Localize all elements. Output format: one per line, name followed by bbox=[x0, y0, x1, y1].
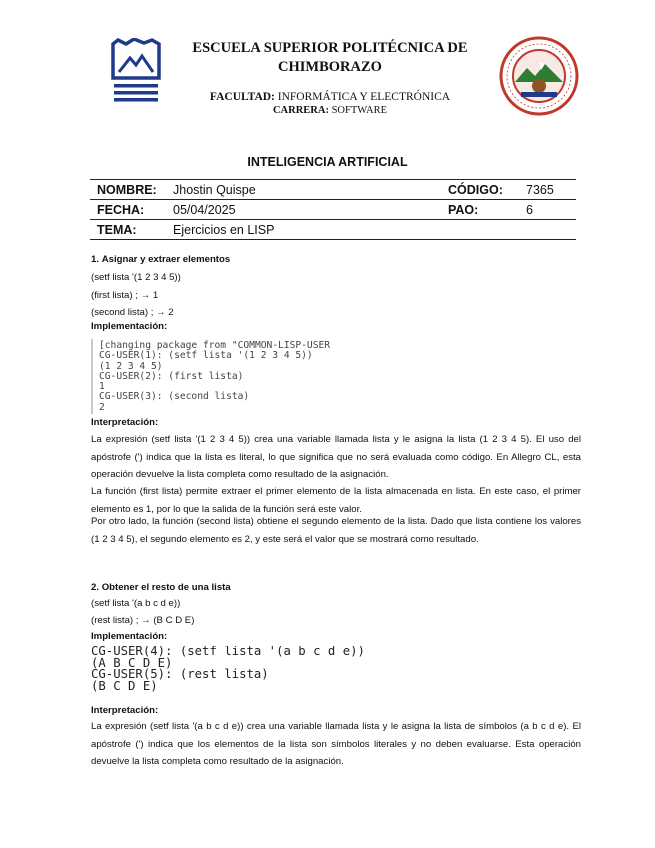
institution-name-line1: ESCUELA SUPERIOR POLITÉCNICA DE bbox=[192, 40, 468, 56]
code-value: 7365 bbox=[519, 180, 576, 200]
empty-cell bbox=[441, 220, 519, 240]
code-screenshot-1 bbox=[91, 339, 345, 414]
code-label: CÓDIGO: bbox=[441, 180, 519, 200]
faculty-line bbox=[180, 91, 480, 103]
section1-paragraph-1: La expresión (setf lista '(1 2 3 4 5)) crea una variable llamada lista y le asigna la lista (1 2 3 4 5). El uso del apóstrofe (') indica que la lista es literal, lo que significa que no será evaluada como código. En Allegro CL, esta operación devuelve la lista completa como resultado de la asignación. bbox=[91, 434, 581, 481]
document-title: INTELIGENCIA ARTIFICIAL bbox=[247, 155, 408, 169]
institution-name-line2: CHIMBORAZO bbox=[278, 59, 382, 75]
pao-label: PAO: bbox=[441, 200, 519, 220]
section1-number: 1. bbox=[91, 254, 100, 265]
code-block-1: [changing package from "COMMON-LISP-USER CG-USER(1): (setf lista '(1 2 3 4 5)) (1 2 3 4 5) CG-USER(2): (first lista) 1 CG-USER(3): (second lista) 2 bbox=[99, 340, 331, 413]
name-label: NOMBRE: bbox=[90, 180, 166, 200]
section1-paragraph-2: La función (first lista) permite extraer el primer elemento de la lista almacenada en lista. En este caso, el primer elemento es 1, por lo que la salida de la función será este valor. bbox=[91, 486, 581, 515]
section1-impl-label: Implementación: bbox=[91, 321, 168, 332]
section2-line-2: (rest lista) ; → (B C D E) bbox=[91, 615, 195, 626]
career-label: CARRERA: bbox=[272, 105, 329, 116]
faculty-label: FACULTAD: bbox=[209, 91, 275, 103]
section2-interp-label: Interpretación: bbox=[91, 705, 159, 716]
faculty-value: INFORMÁTICA Y ELECTRÓNICA bbox=[277, 91, 451, 103]
espoch-logo-icon bbox=[110, 38, 162, 106]
career-line bbox=[180, 105, 480, 116]
code-block-2: CG-USER(4): (setf lista '(a b c d e)) (A B C D E) CG-USER(5): (rest lista) (B C D E) bbox=[91, 646, 365, 693]
section2-line-1: (setf lista '(a b c d e)) bbox=[91, 598, 181, 609]
topic-label: TEMA: bbox=[90, 220, 166, 240]
section1-line-2: (first lista) ; → 1 bbox=[91, 290, 159, 301]
section2-impl-label: Implementación: bbox=[91, 631, 168, 642]
date-value: 05/04/2025 bbox=[166, 200, 441, 220]
section2-title: Obtener el resto de una lista bbox=[101, 582, 231, 593]
section1-interp-label: Interpretación: bbox=[91, 417, 159, 428]
topic-value: Ejercicios en LISP bbox=[166, 220, 441, 240]
table-row bbox=[90, 180, 576, 200]
empty-cell bbox=[519, 220, 576, 240]
pao-value: 6 bbox=[519, 200, 576, 220]
section2-number: 2. bbox=[91, 582, 100, 593]
section2-paragraph-1: La expresión (setf lista '(a b c d e)) crea una variable llamada lista y le asigna la lista de símbolos (a b c d e). El apóstrofe (') indica que los elementos de la lista son símbolos literales y no deben evaluarse. Esta operación devuelve la lista completa como resultado de la asignación. bbox=[91, 721, 581, 768]
table-row bbox=[90, 200, 576, 220]
name-value: Jhostin Quispe bbox=[166, 180, 441, 200]
table-row bbox=[90, 220, 576, 240]
student-info-table bbox=[90, 179, 576, 240]
section1-line-1: (setf lista '(1 2 3 4 5)) bbox=[91, 272, 181, 283]
section1-heading bbox=[91, 254, 230, 265]
code-screenshot-2 bbox=[91, 646, 391, 698]
section2-heading bbox=[91, 582, 231, 593]
section1-paragraph-3: Por otro lado, la función (second lista) obtiene el segundo elemento de la lista. Dado que lista contiene los valores (1 2 3 4 5), el segundo elemento es 2, y este será el valor que se mostrará como resultado. bbox=[91, 516, 581, 545]
date-label: FECHA: bbox=[90, 200, 166, 220]
section1-title: Asignar y extraer elementos bbox=[101, 254, 231, 265]
section1-line-3: (second lista) ; → 2 bbox=[91, 307, 174, 318]
career-value: SOFTWARE bbox=[331, 105, 388, 116]
espoch-seal-icon bbox=[499, 36, 579, 116]
